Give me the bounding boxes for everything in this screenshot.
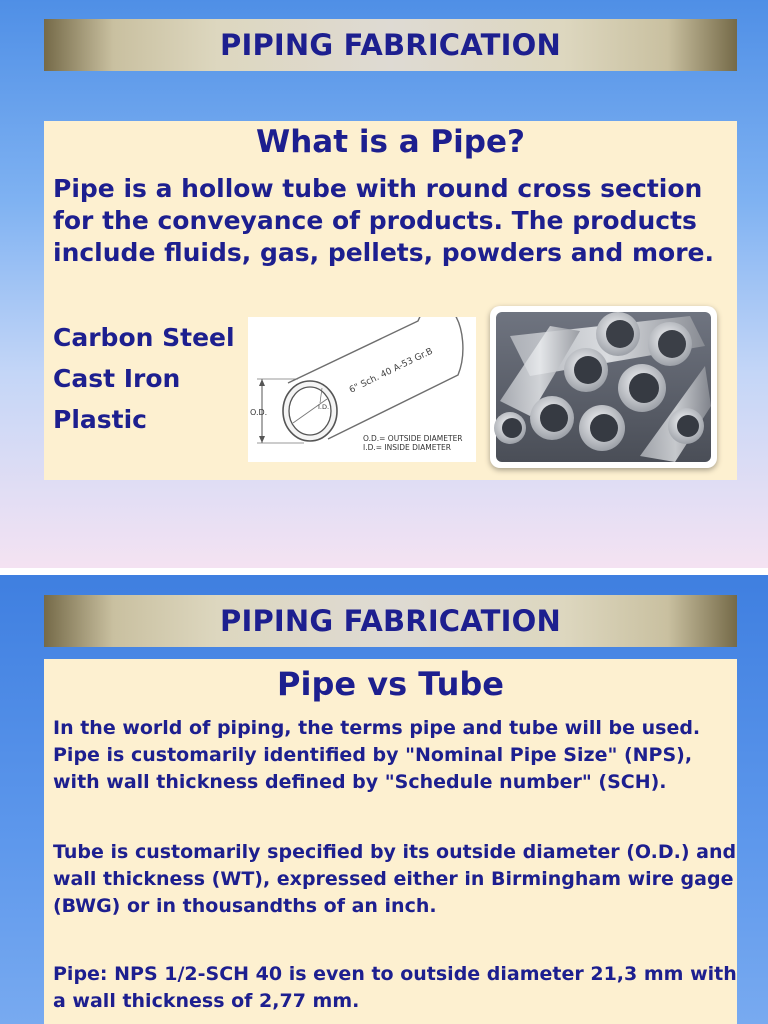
paragraph-pipe-example: Pipe: NPS 1/2-SCH 40 is even to outside diameter 21,3 mm with a wall thickness of 2,77 mm. <box>53 963 737 1012</box>
materials-list <box>53 317 235 440</box>
material-item: Plastic <box>53 405 147 434</box>
pipe-definition-text: Pipe is a hollow tube with round cross section for the conveyance of products. The products include fluids, gas, pellets, powders and more. <box>53 174 715 267</box>
paragraph-pipe-definition: In the world of piping, the terms pipe and tube will be used. Pipe is customarily identified by "Nominal Pipe Size" (NPS), with wall thickness defined by "Schedule number" (SCH). <box>53 717 701 793</box>
slide-title: PIPING FABRICATION <box>44 595 737 647</box>
pipe-cross-section-diagram <box>248 317 476 462</box>
od-label: O.D. <box>250 408 268 417</box>
steel-pipes-photo <box>490 306 717 468</box>
slide-heading: Pipe vs Tube <box>277 665 504 703</box>
slide-heading: What is a Pipe? <box>256 124 525 160</box>
id-label: I.D. <box>318 403 330 411</box>
paragraph-tube-definition: Tube is customarily specified by its outside diameter (O.D.) and wall thickness (WT), expressed either in Birmingham wire gage (BWG) or in thousandths of an inch. <box>53 841 737 917</box>
slide-title: PIPING FABRICATION <box>44 19 737 71</box>
legend-id: I.D.= INSIDE DIAMETER <box>363 443 451 452</box>
content-panel <box>44 121 737 480</box>
material-item: Cast Iron <box>53 364 181 393</box>
pipe-spec-label: 6" Sch. 40 A-53 Gr.B <box>347 346 435 396</box>
slide-pipe-vs-tube <box>0 575 768 1024</box>
material-item: Carbon Steel <box>53 323 235 352</box>
legend-od: O.D.= OUTSIDE DIAMETER <box>363 434 463 443</box>
content-panel <box>44 659 737 1024</box>
